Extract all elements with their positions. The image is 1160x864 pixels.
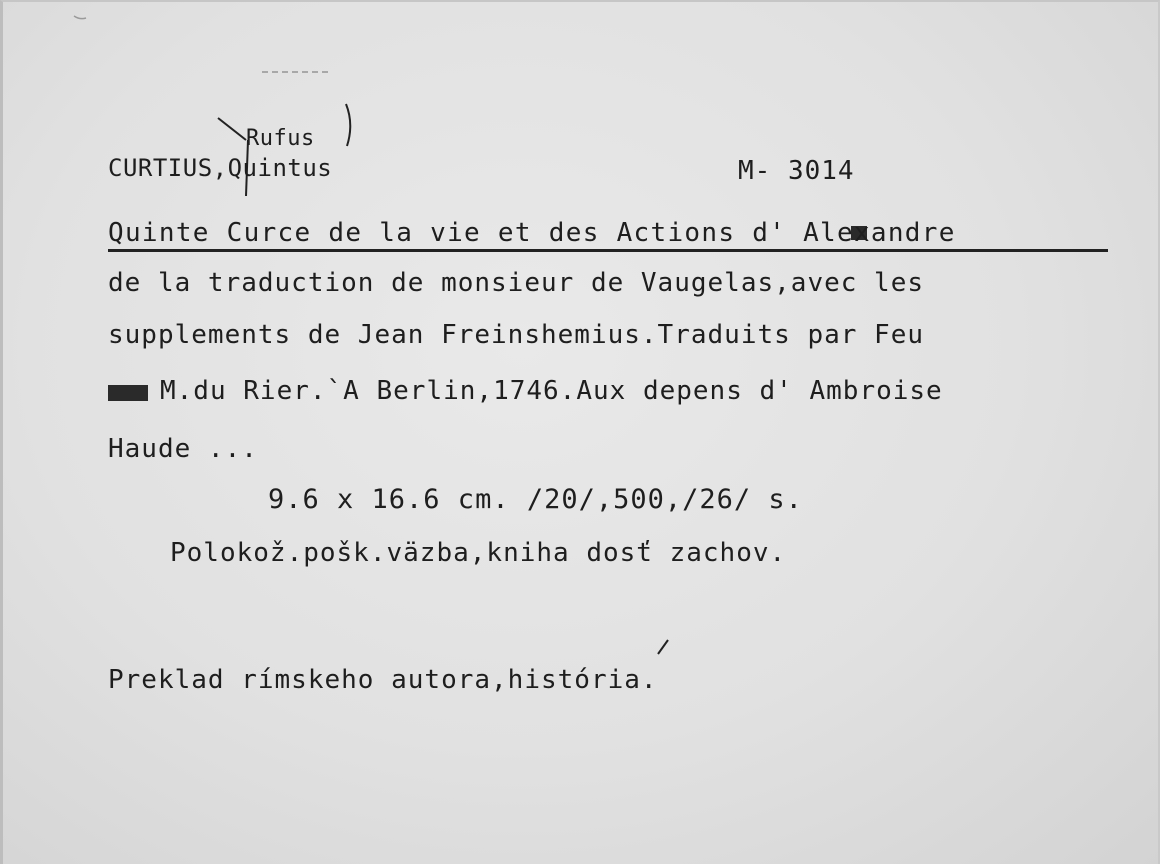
description-line-4: Haude ... [108,434,258,464]
subject-note: Preklad rímskeho autora,história. [108,665,658,695]
physical-description: 9.6 x 16.6 cm. /20/,500,/26/ s. [268,484,803,515]
description-line-2: supplements de Jean Freinshemius.Traduits par Feu [108,320,925,350]
description-line-1: de la traduction de monsieur de Vaugelas,avec les [108,268,925,298]
description-line-3: M.du Rier.`A Berlin,1746.Aux depens d' Ambroise [160,376,943,406]
call-number: M- 3014 [738,156,855,186]
smudge-mark [74,16,86,19]
strikeout-blot [108,385,148,401]
bracket-stroke [346,104,350,146]
insertion-stroke [218,118,246,140]
added-name: Rufus [246,126,315,151]
book-title: Quinte Curce de la vie et des Actions d' Alexandre [108,218,956,248]
accent-mark [658,640,668,654]
author-heading: CURTIUS,Quintus [108,154,333,182]
condition-note: Polokož.pošk.väzba,kniha dosť zachov. [170,538,787,568]
title-underline [108,249,1108,252]
